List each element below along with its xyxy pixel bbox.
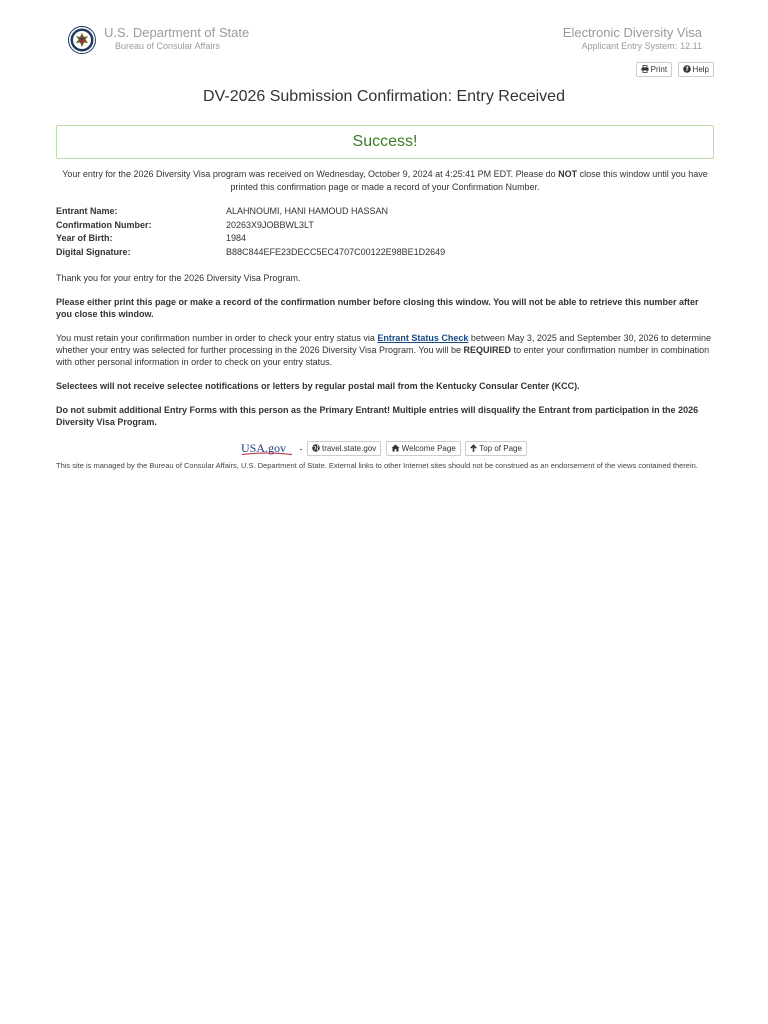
system-subtitle <box>563 40 702 52</box>
usa-gov-logo[interactable] <box>241 441 293 456</box>
intro-emphasis: NOT <box>558 169 578 179</box>
success-message: Success! <box>352 133 418 150</box>
arrow-up-icon <box>470 444 477 452</box>
retain-part3: to enter your confirmation number in combination with other personal information in order to check on your entry status. <box>56 345 710 367</box>
no-mail-text: Selectees will not receive selectee notifications or letters by regular postal mail from the Kentucky Consular Center (KCC). <box>56 381 580 391</box>
footer-disclaimer: This site is managed by the Bureau of Consular Affairs, U.S. Department of State. External links to other Internet sites should not be construed as an endorsement of the views contained therein. <box>56 461 698 470</box>
no-duplicate-text: Do not submit additional Entry Forms with this person as the Primary Entrant! Multiple entries will disqualify the Entrant from participation in the 2026 Diversity Visa Program. <box>56 405 699 427</box>
detail-row-year-of-birth <box>56 232 714 246</box>
top-label: Top of Page <box>479 444 522 454</box>
svg-text:?: ? <box>684 66 689 73</box>
detail-row-entrant-name <box>56 205 714 219</box>
help-icon <box>683 65 691 73</box>
system-name: Electronic Diversity Visa <box>562 25 702 40</box>
detail-value: B88C844EFE23DECC5EC4707C00122E98BE1D2649 <box>226 246 446 257</box>
detail-label: Confirmation Number: <box>56 219 152 230</box>
system-block <box>563 26 702 52</box>
print-label: Print <box>650 65 668 74</box>
retain-number-text <box>56 332 714 368</box>
help-label: Help <box>692 65 709 74</box>
globe-icon <box>312 444 320 452</box>
system-subtitle-label: Applicant Entry System: <box>581 41 678 51</box>
usa-gov-text: USA.gov <box>241 441 287 456</box>
detail-value: 20263X9JOBBWL3LT <box>226 219 314 230</box>
retain-emphasis: REQUIRED <box>463 345 512 355</box>
top-toolbar <box>635 59 714 77</box>
agency-subtitle: Bureau of Consular Affairs <box>115 41 220 51</box>
retain-part2: between May 3, 2025 and September 30, 2026 to determine whether your entry was selected for further processing in the 2026 Diversity Visa Program. You will be <box>56 333 712 355</box>
retain-part1: You must retain your confirmation number in order to check your entry status via <box>56 333 378 343</box>
entrant-status-check-link[interactable]: Entrant Status Check <box>377 333 469 343</box>
thanks-text: Thank you for your entry for the 2026 Diversity Visa Program. <box>56 273 301 283</box>
home-icon <box>391 444 400 452</box>
welcome-page-button[interactable] <box>386 441 461 456</box>
print-button[interactable] <box>636 62 672 77</box>
travel-state-gov-button[interactable] <box>307 441 381 456</box>
success-panel <box>56 125 714 159</box>
footer-links <box>0 440 768 458</box>
print-icon <box>641 65 649 73</box>
footer-separator: - <box>299 443 303 454</box>
welcome-label: Welcome Page <box>401 444 456 454</box>
department-seal-icon <box>68 26 96 54</box>
agency-name: U.S. Department of State <box>104 25 250 40</box>
detail-label: Entrant Name: <box>56 206 118 216</box>
intro-part1: Your entry for the 2026 Diversity Visa program was received on Wednesday, October 9, 2024 at 4:25:41 PM EDT. Please do <box>62 169 559 179</box>
top-of-page-button[interactable] <box>465 441 527 456</box>
detail-value: ALAHNOUMI, HANI HAMOUD HASSAN <box>226 206 389 216</box>
site-header <box>56 22 714 58</box>
page-title: DV-2026 Submission Confirmation: Entry Received <box>203 88 565 105</box>
detail-value: 1984 <box>226 233 247 243</box>
detail-label: Digital Signature: <box>56 246 131 257</box>
detail-row-digital-signature <box>56 246 714 260</box>
travel-label: travel.state.gov <box>321 444 377 454</box>
detail-row-confirmation-number <box>56 219 714 233</box>
help-button[interactable] <box>678 62 714 77</box>
agency-block <box>104 26 249 52</box>
intro-part2: close this window until you have printed this confirmation page or made a record of your Confirmation Number. <box>230 169 708 192</box>
system-version: 12.11 <box>680 41 702 51</box>
detail-label: Year of Birth: <box>56 233 113 243</box>
entry-details <box>56 205 714 259</box>
intro-text <box>56 168 714 194</box>
print-warning-text: Please either print this page or make a record of the confirmation number before closing this window. You will not be able to retrieve this number after you close this window. <box>56 297 699 319</box>
